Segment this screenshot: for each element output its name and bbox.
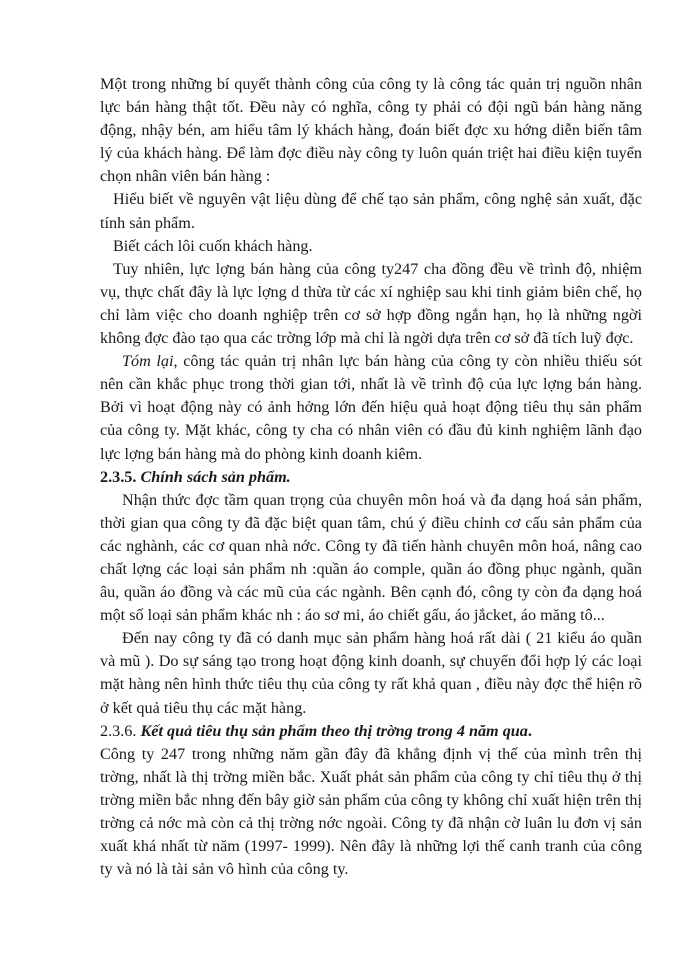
document-page <box>100 73 642 881</box>
heading-number: 2.3.5. <box>100 467 137 486</box>
heading-period: . <box>527 721 532 740</box>
paragraph-product-list: Đến nay công ty đã có danh mục sản phẩm hàng hoá rất dài ( 21 kiểu áo quần và mũ ). Do sự sáng tạo trong hoạt động kinh doanh, sự chuyển đổi hợp lý các loại mặt hàng nên hình thức tiêu thụ của công ty rất khả quan , điều này đợc thể hiện rõ ở kết quả tiêu thụ các mặt hàng. <box>100 629 642 717</box>
section-heading-2-3-5 <box>100 466 642 489</box>
summary-text: , công tác quản trị nhân lực bán hàng của công ty còn nhiều thiếu sót nên cần khắc phục trong thời gian tới, nhất là về trình độ của lực lợng bán hàng. Bởi vì hoạt động này có ảnh hởng lớn đến hiệu quả hoạt động tiêu thụ sản phẩm của công ty. Mặt khác, công ty cha có nhân viên có đầu đủ kinh nghiệm lãnh đạo lực lợng bán hàng mà do phòng kinh doanh kiêm. <box>100 352 642 463</box>
paragraph-product-policy: Nhận thức đợc tầm quan trọng của chuyên môn hoá và đa dạng hoá sản phẩm, thời gian qua công ty đã đặc biệt quan tâm, chú ý điều chỉnh cơ cấu sản phẩm của các nghành, các cơ quan nhà nớc. Công ty đã tiến hành chuyên môn hoá, nâng cao chất lợng các loại sản phẩm nh :quần áo comple, quần áo đồng phục ngành, quần âu, quần áo đồng và các mũ của các ngành. Bên cạnh đó, công ty còn đa dạng hoá một số loại sản phẩm khác nh : áo sơ mi, áo chiết gấu, áo jắcket, áo măng tô... <box>100 490 642 625</box>
paragraph-market-results: Công ty 247 trong những năm gần đây đã khẳng định vị thế của mình trên thị trờng, nhất là thị trờng miền bắc. Xuất phát sản phẩm của công ty chỉ tiêu thụ ở thị trờng miền bắc nhng đến bây giờ sản phẩm của công ty không chỉ xuất hiện trên thị trờng cả nớc mà còn cả thị trờng nớc ngoài. Công ty đã nhận cờ luân lu đơn vị sản xuất khá nhất từ năm (1997- 1999). Nên đây là những lợi thế canh tranh của công ty và nó là tài sản vô hình của công ty. <box>100 744 642 879</box>
section-heading-2-3-6 <box>100 720 642 743</box>
heading-number: 2.3.6. <box>100 721 137 740</box>
paragraph-sales-force: Tuy nhiên, lực lợng bán hàng của công ty247 cha đồng đều về trình độ, nhiệm vụ, thực chất đây là lực lợng d thừa từ các xí nghiệp sau khi tinh giảm biên chế, họ chỉ làm việc cho doanh nghiệp trên cơ sở hợp đồng ngắn hạn, họ là những ngời không đợc đào tạo qua các trờng lớp mà chỉ là ngời dựa trên cơ sở đã tích luỹ đợc. <box>100 259 642 348</box>
paragraph-condition-1: Hiểu biết về nguyên vật liệu dùng để chế tạo sản phẩm, công nghệ sản xuất, đặc tính sản phẩm. <box>100 190 642 232</box>
heading-title: Kết quả tiêu thụ sản phẩm theo thị trờng trong 4 năm qua <box>140 721 528 740</box>
summary-lead: Tóm lại <box>122 352 174 371</box>
paragraph-summary <box>100 350 642 465</box>
heading-title: Chính sách sản phẩm. <box>140 467 291 486</box>
paragraph-intro: Một trong những bí quyết thành công của công ty là công tác quản trị nguồn nhân lực bán hàng thật tốt. Đều này có nghĩa, công ty phải có đội ngũ bán hàng năng động, nhậy bén, am hiểu tâm lý khách hàng, đoán biết đợc xu hớng diễn biến tâm lý của khách hàng. Để làm đợc điều này công ty luôn quán triệt hai điều kiện tuyển chọn nhân viên bán hàng : <box>100 75 642 186</box>
paragraph-condition-2: Biết cách lôi cuốn khách hàng. <box>113 236 313 255</box>
